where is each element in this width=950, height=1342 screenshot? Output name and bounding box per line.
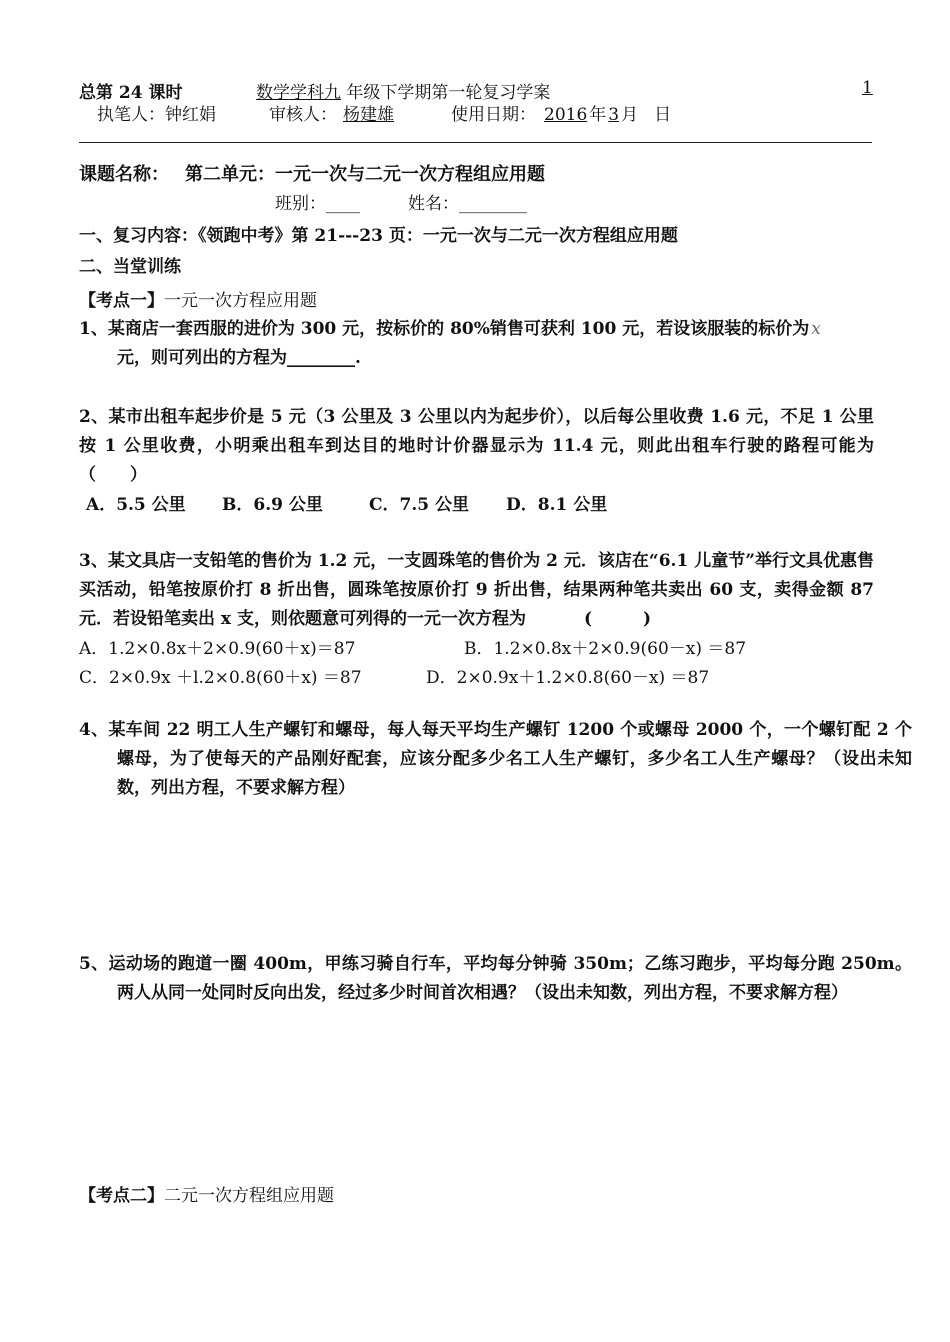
course-title-subject: 数学学科 (256, 83, 324, 103)
header-divider (79, 142, 872, 143)
q2-option-c: C．7.5 公里 (369, 495, 470, 515)
course-title-rest: 年级下学期第一轮复习学案 (341, 83, 551, 103)
topic-two-heading (79, 1181, 334, 1206)
q3-text: 3、某文具店一支铅笔的售价为 1.2 元，一支圆珠笔的售价为 2 元．该店在“6.1 儿童节”举行文具优惠售买活动，铅笔按原价打 8 折出售，圆珠笔按原价打 9 折出售，结果两种笔共卖出 60 支，卖得金额 87 元．若设铅笔卖出 x 支，则依题意可列得的一元一次方程为 (79, 551, 874, 629)
q3-option-c: C．2×0.9x ＋l.2×0.8(60＋x) ＝87 (79, 668, 362, 688)
course-title-grade: 九 (324, 83, 341, 103)
q1-variable: x (811, 319, 821, 339)
date-day-suffix: 日 (654, 105, 672, 125)
topic-one-text: 一元一次方程应用题 (164, 291, 317, 311)
class-label: 班别： (275, 194, 326, 214)
date-label: 使用日期： (451, 105, 536, 125)
date-year: 2016 (544, 105, 588, 125)
topic-one-bracket: 【考点一】 (79, 291, 164, 311)
question-5: 5、运动场的跑道一圈 400m，甲练习骑自行车，平均每分钟骑 350m；乙练习跑步，平均每分跑 250m。两人从同一处同时反向出发，经过多少时间首次相遇？（设出未知数，列出方程，不要求解方程） (79, 954, 912, 1003)
reviewer (269, 100, 400, 125)
class-blank: ____ (326, 194, 360, 214)
topic-one-heading (79, 286, 317, 311)
topic-two-bracket: 【考点二】 (79, 1186, 164, 1206)
title-text: 第二单元：一元一次与二元一次方程组应用题 (185, 164, 545, 185)
question-4: 4、某车间 22 明工人生产螺钉和螺母，每人每天平均生产螺钉 1200 个或螺母 2000 个，一个螺钉配 2 个螺母，为了使每天的产品刚好配套，应该分配多少名工人生产螺钉，多少名工人生产螺母？（设出未知数，列出方程，不要求解方程） (79, 720, 912, 798)
q1-text-2: 元，则可列出的方程为________. (117, 348, 361, 368)
q3-option-d: D．2×0.9x＋1.2×0.8(60－x) ＝87 (426, 668, 710, 688)
q2-option-b: B．6.9 公里 (222, 495, 323, 515)
section-review-content: 一、复习内容：《领跑中考》第 21---23 页：一元一次与二元一次方程组应用题 (79, 226, 678, 246)
q1-text: 1、某商店一套西服的进价为 300 元，按标价的 80%销售可获利 100 元，若设该服装的标价为 (79, 319, 810, 339)
reviewer-name: 杨建雄 (343, 105, 394, 125)
lesson-number: 总第 24 课时 (79, 83, 183, 103)
q2-option-d: D．8.1 公里 (506, 495, 608, 515)
date-year-suffix: 年 (589, 105, 607, 125)
q3-answer-paren: ( ) (583, 609, 652, 629)
reviewer-label: 审核人： (269, 105, 337, 125)
title-label: 课题名称： (79, 164, 169, 185)
q2-option-a: A．5.5 公里 (86, 495, 186, 515)
q3-option-b: B．1.2×0.8x＋2×0.9(60－x) ＝87 (464, 639, 747, 659)
date-month-suffix: 月 (621, 105, 639, 125)
page-number: 1 (862, 78, 873, 98)
name-label: 姓名： (408, 194, 459, 214)
author: 执笔人：钟红娟 (97, 105, 216, 125)
section-practice: 二、当堂训练 (79, 257, 181, 277)
name-field (408, 189, 527, 214)
question-1 (79, 315, 912, 373)
date-month: 3 (608, 105, 620, 125)
q3-option-a: A．1.2×0.8x＋2×0.9(60＋x)＝87 (79, 639, 356, 659)
usage-date (451, 100, 671, 125)
topic-two-text: 二元一次方程组应用题 (164, 1186, 334, 1206)
question-2: 2、某市出租车起步价是 5 元（3 公里及 3 公里以内为起步价），以后每公里收费 1.6 元，不足 1 公里按 1 公里收费，小明乘出租车到达目的地时计价器显示为 11.4 元，则此出租车行驶的路程可能为（ ） (79, 407, 874, 485)
question-3 (79, 547, 874, 634)
name-blank: ________ (459, 194, 527, 214)
class-field (275, 189, 360, 214)
page-title (79, 160, 545, 186)
